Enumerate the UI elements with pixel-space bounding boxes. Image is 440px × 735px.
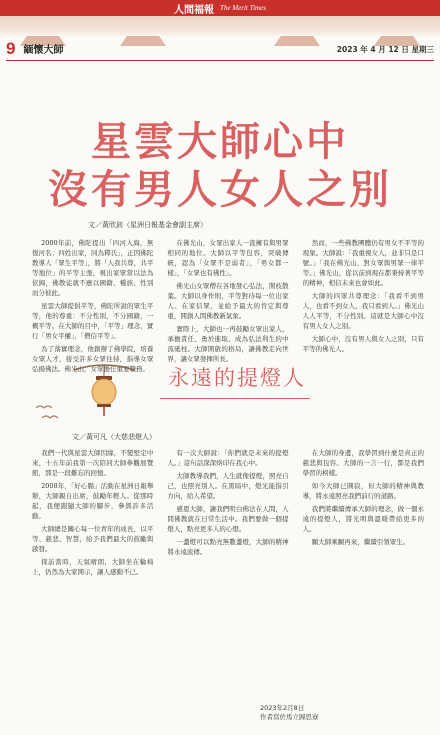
- paragraph: 在佛光山，女眾出家人一直擁有與男眾相同的地位。大師以平等包容，突破傳統，認為「女眾不是弱者」，「男女都一樣」，「女眾也有佛性」。: [167, 239, 289, 277]
- article2-body: [32, 448, 424, 698]
- article2-footer: [260, 704, 319, 722]
- article1-title: [0, 118, 440, 214]
- header-rule: [6, 60, 434, 61]
- article2-column: [303, 448, 424, 698]
- title-underline: [160, 398, 310, 399]
- birds-icon: [32, 398, 64, 426]
- article1-title-line1: 星雲大師心中: [91, 118, 349, 165]
- paragraph: 為了落實理念，他創辦了佛學院，培養女眾人才，接受許多女眾住持，指導女眾弘揚佛法。佛光山，女眾擔任重要職務。: [32, 345, 154, 373]
- page-number: 9: [6, 39, 16, 58]
- article2-column: [167, 448, 288, 698]
- section-title: 緬懷大師: [23, 45, 64, 56]
- paragraph: 大師的四眾共尊理念：「我看不到男人，也看不到女人，我只看到人。」佛光山人人平等，不分性別。這就是大師心中沒有男人女人之別。: [302, 292, 424, 330]
- paragraph: 2000年前，佛陀提出「四河入海，無復河名；四姓出家，同為釋氏」，正因佛陀教導人「眾生平等」，將「人我共尊，共平等地位」的平等主張，視出家眾當以法為依歸，佛教徒就不應以國籍、種族、性別而分彼此。: [32, 239, 154, 297]
- article1-column: [303, 238, 424, 360]
- paragraph: 我們一代與星雲大師因緣，不變堅定中來，十五年前我第一次陪同大師參觀展覽館，那是一段難忘的回憶。: [32, 449, 154, 477]
- paragraph: 然而，一些佛教團體仍有男女不平等的現象。大師說：「我重視女人，並非只是口號。」「我在佛光山，對女眾與男眾一律平等。」佛光山，從以前到現在都秉持著平等的精神，相信未來也會如此。: [302, 239, 424, 287]
- article2-column: [32, 448, 153, 698]
- article1-body: [32, 238, 424, 373]
- article1-column: [32, 238, 154, 373]
- masthead-brand-en: The Merit Times: [220, 4, 266, 12]
- masthead-brand: 人間福報: [174, 4, 215, 16]
- paragraph: 探訪當時，天氣晴朗，大師坐在輪椅上，仍然為大家開示，讓人感動不已。: [32, 558, 154, 576]
- paragraph: 星雲大師提倡平等，佛陀所說的眾生平等，他的尊重：不分性別，不分國籍，一概平等。在大師的目中，「平等」理念，實行「男女平權」，「僧信平等」。: [32, 302, 154, 340]
- paragraph: 願大師乘願再來，繼續引領眾生。: [311, 538, 410, 546]
- article1-column: [167, 238, 289, 363]
- article1-byline: 文／黃欣釗（星洲日報基金會副主席）: [88, 221, 207, 229]
- article1-title-line2: 沒有男人女人之別: [48, 166, 392, 213]
- article2-title: 永遠的提燈人: [168, 366, 306, 390]
- paragraph: 在大師的身邊，我學習到什麼是真正的慈悲與包容。大師的一言一行，都是我們學習的榜樣。: [302, 449, 424, 477]
- paragraph: 實際上，大師也一再鼓勵女眾出家人，承擔責任、勇於進取，成為弘法利生的中流砥柱。大師開啟的格局，讓佛教走向世界，讓女眾發揮所長。: [167, 325, 289, 363]
- page-header: [6, 38, 434, 58]
- paragraph: 如今大師已圓寂，但大師的精神與教導，將永遠照亮我們前行的道路。: [302, 482, 424, 500]
- paragraph: 大師總是關心每一位青年的成長，以平等、慈悲、智慧，給予我們最大的鼓勵與啟發。: [32, 525, 154, 553]
- paragraph: 有一次大師說：「你們就是未來的提燈人。」這句話深深烙印在我心中。: [167, 449, 289, 467]
- footer-note: 作者寫於馬立歸思寮: [260, 713, 319, 721]
- lantern-icon: [64, 362, 144, 422]
- paragraph: 我們將繼續傳承大師的理念，做一個永遠的提燈人，將光明與溫暖帶給更多的人。: [302, 505, 424, 533]
- masthead: [0, 0, 440, 16]
- paragraph: 一盞燈可以點亮無數盞燈，大師的精神將永遠流傳。: [167, 538, 289, 556]
- paragraph: 大師教導我們，人生就像提燈，照亮自己，也照亮別人。在黑暗中，燈光能指引方向，給人希望。: [167, 472, 289, 500]
- article2-byline: 文／黃可凡（大慈悲燈人）: [72, 433, 156, 441]
- issue-date: 2023 年 4 月 12 日 星期三: [336, 45, 434, 54]
- paragraph: 2008年，「好心腸」活動在星洲日報舉辦，大師親自出席，鼓勵年輕人。從那時起，我便跟隨大師的腳步，參與許多活動。: [32, 482, 154, 520]
- paragraph: 佛光山女眾僧在各地發心弘法，開枝散葉。大師以身作則，平等對待每一位出家人、在家信眾，並給予最大的肯定與尊重，開創人間佛教新氣象。: [167, 282, 289, 320]
- header-decoration: [0, 16, 440, 38]
- paragraph: 感恩大師，讓我們明白佛法在人間，人間佛教就在日常生活中。我們要做一個提燈人，點亮更多人的心燈。: [167, 505, 289, 533]
- article2-title-block: [168, 362, 306, 392]
- paragraph: 大師心中，沒有男人與女人之別，只有平等的佛光人。: [302, 335, 424, 353]
- footer-date: 2023年2月8日: [260, 704, 305, 712]
